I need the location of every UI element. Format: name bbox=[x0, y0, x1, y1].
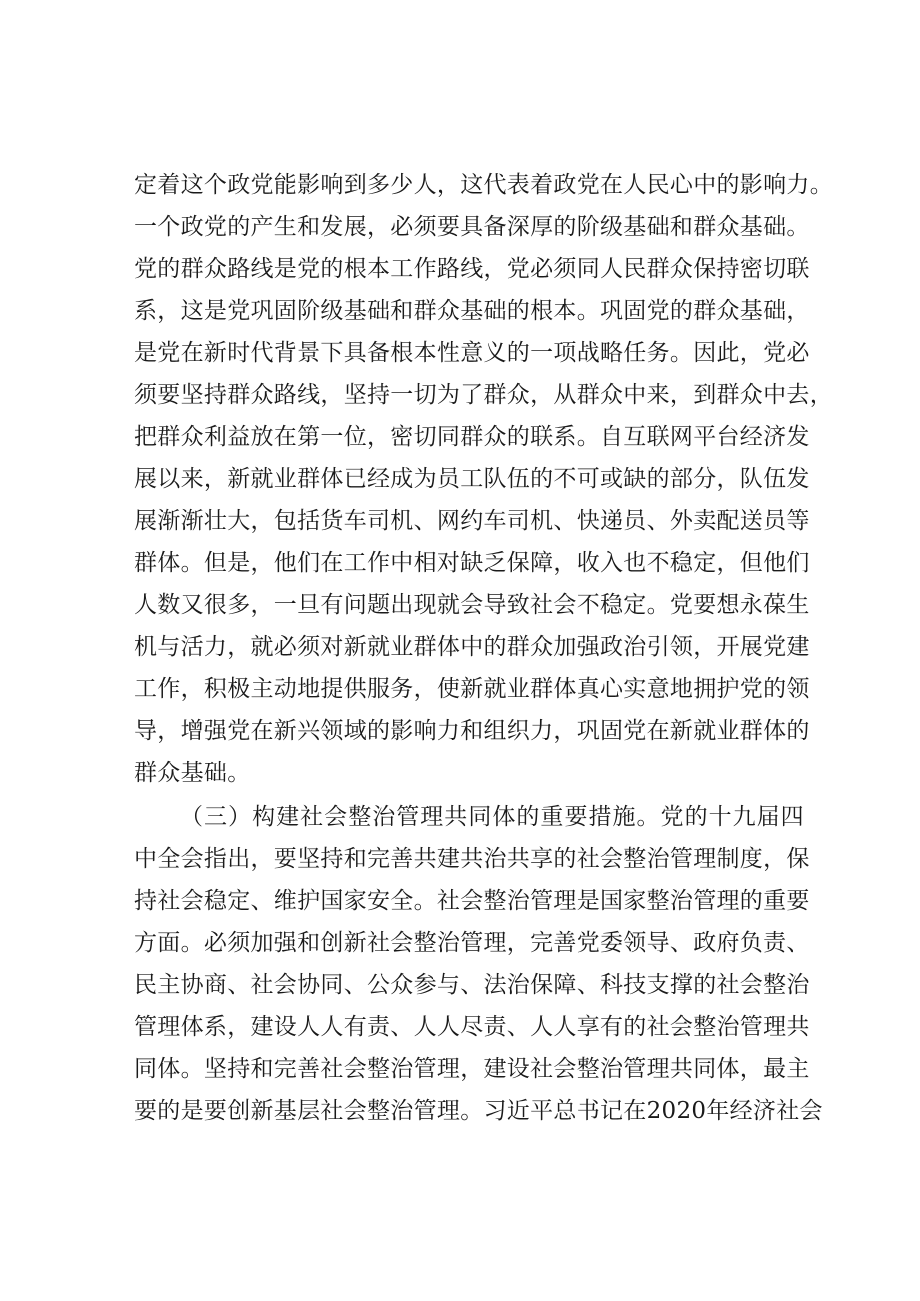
text-line: 党的群众路线是党的根本工作路线，党必须同人民群众保持密切联 bbox=[134, 256, 810, 282]
text-line: 民主协商、社会协同、公众参与、法治保障、科技支撑的社会整治 bbox=[134, 972, 810, 998]
section-heading-line: （三）构建社会整治管理共同体的重要措施。党的十九届四 bbox=[180, 804, 804, 830]
text-line: 工作，积极主动地提供服务，使新就业群体真心实意地拥护党的领 bbox=[134, 676, 810, 702]
text-line: 导，增强党在新兴领域的影响力和组织力，巩固党在新就业群体的 bbox=[134, 718, 810, 744]
text-line: 群众基础。 bbox=[134, 760, 251, 786]
text-line: 是党在新时代背景下具备根本性意义的一项战略任务。因此，党必 bbox=[134, 340, 810, 366]
paragraph-1 bbox=[134, 164, 833, 794]
text-line: 展以来，新就业群体已经成为员工队伍的不可或缺的部分，队伍发 bbox=[134, 466, 810, 492]
text-line: 人数又很多，一旦有问题出现就会导致社会不稳定。党要想永葆生 bbox=[134, 592, 810, 618]
text-line: 把群众利益放在第一位，密切同群众的联系。自互联网平台经济发 bbox=[134, 424, 810, 450]
text-line: 展渐渐壮大，包括货车司机、网约车司机、快递员、外卖配送员等 bbox=[134, 508, 810, 534]
text-line: 管理体系，建设人人有责、人人尽责、人人享有的社会整治管理共 bbox=[134, 1014, 810, 1040]
text-line: 方面。必须加强和创新社会整治管理，完善党委领导、政府负责、 bbox=[134, 930, 810, 956]
text-line: 系，这是党巩固阶级基础和群众基础的根本。巩固党的群众基础， bbox=[134, 298, 810, 324]
text-line: 须要坚持群众路线，坚持一切为了群众，从群众中来，到群众中去， bbox=[134, 382, 833, 408]
text-line: 同体。坚持和完善社会整治管理，建设社会整治管理共同体，最主 bbox=[134, 1056, 810, 1082]
text-line: 定着这个政党能影响到多少人，这代表着政党在人民心中的影响力。 bbox=[134, 172, 833, 198]
text-line: 中全会指出，要坚持和完善共建共治共享的社会整治管理制度，保 bbox=[134, 846, 810, 872]
text-line: 一个政党的产生和发展，必须要具备深厚的阶级基础和群众基础。 bbox=[134, 214, 810, 240]
paragraph-2 bbox=[134, 796, 823, 1132]
text-line: 要的是要创新基层社会整治管理。习近平总书记在2020年经济社会 bbox=[134, 1098, 823, 1124]
text-line: 机与活力，就必须对新就业群体中的群众加强政治引领，开展党建 bbox=[134, 634, 810, 660]
text-line: 群体。但是，他们在工作中相对缺乏保障，收入也不稳定，但他们 bbox=[134, 550, 810, 576]
text-line: 持社会稳定、维护国家安全。社会整治管理是国家整治管理的重要 bbox=[134, 888, 810, 914]
